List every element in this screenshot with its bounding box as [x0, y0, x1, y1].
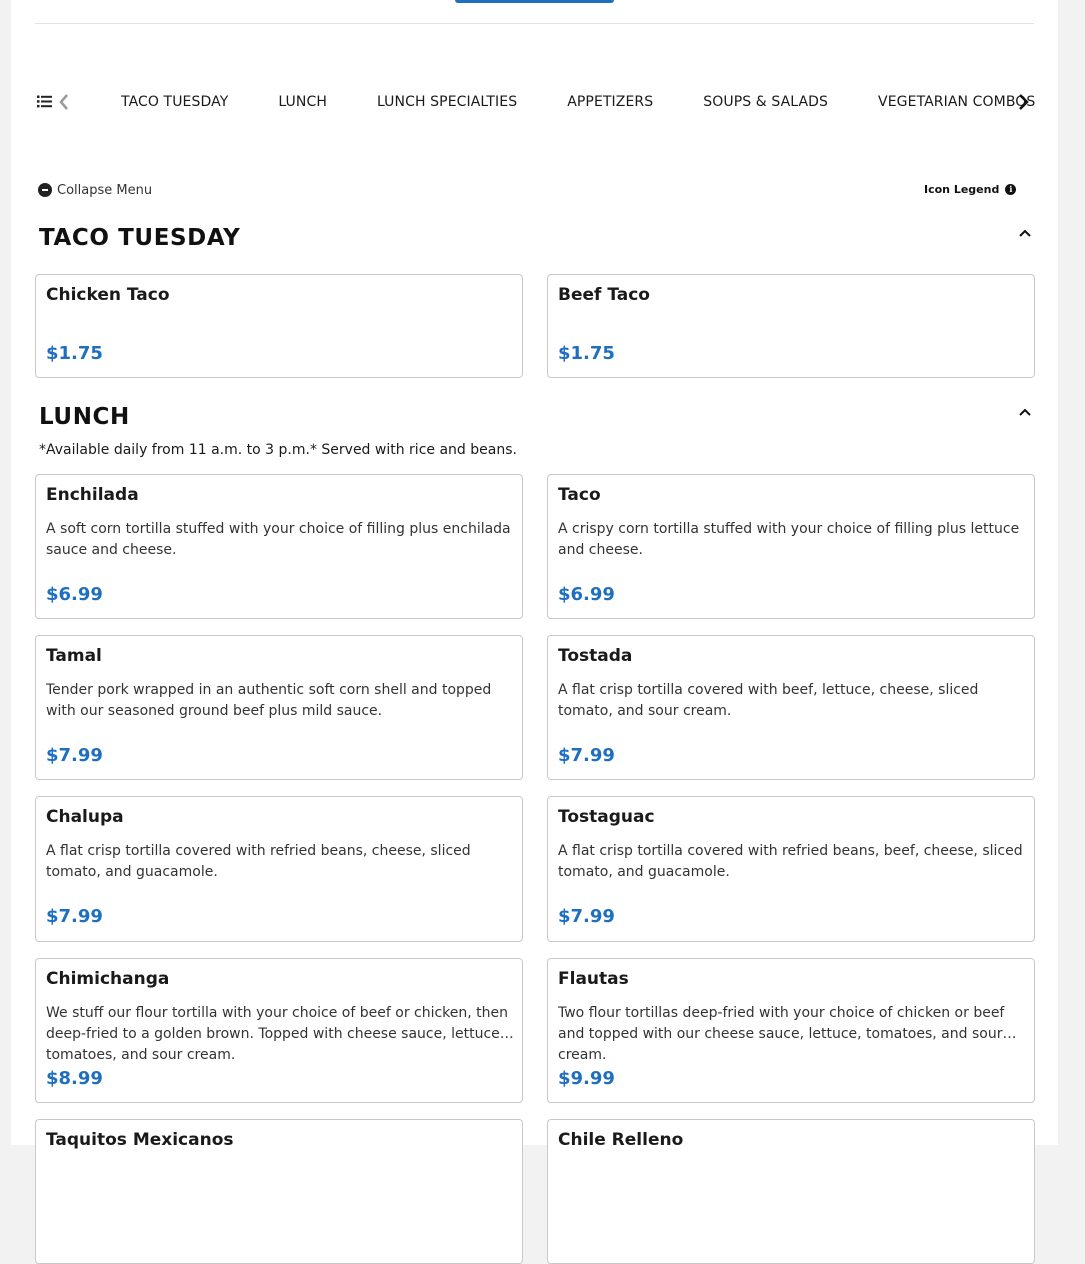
menu-item-description: A crispy corn tortilla stuffed with your choice of filling plus lettuce and cheese. [558, 521, 1020, 558]
chevron-up-icon[interactable] [1018, 407, 1032, 417]
menu-item-description: We stuff our flour tortilla with your choice of beef or chicken, then deep-fried to a golden brown. Topped with cheese sauce, lettuce, tomatoes, and sour cream. [46, 1005, 509, 1063]
menu-item-name: Beef Taco [558, 285, 650, 305]
menu-item-price: $9.99 [558, 1068, 615, 1089]
menu-item-description: A flat crisp tortilla covered with refried beans, cheese, sliced tomato, and guacamole. [46, 843, 471, 880]
menu-item-name: Chalupa [46, 807, 124, 827]
menu-item-price: $6.99 [46, 584, 103, 605]
menu-item-description: A flat crisp tortilla covered with refried beans, beef, cheese, sliced tomato, and guacamole. [558, 843, 1023, 880]
tab-lunch[interactable]: LUNCH [278, 94, 327, 110]
header-divider [35, 23, 1034, 24]
section-description: *Available daily from 11 a.m. to 3 p.m.* Served with rice and beans. [39, 442, 517, 458]
menu-item-price: $7.99 [558, 906, 615, 927]
section-title-lunch: LUNCH [39, 404, 130, 430]
chevron-right-icon[interactable] [1016, 93, 1030, 111]
menu-item-price: $1.75 [558, 343, 615, 364]
menu-item-name: Enchilada [46, 485, 139, 505]
chevron-up-icon[interactable] [1018, 228, 1032, 238]
menu-item-name: Chile Relleno [558, 1130, 684, 1150]
menu-page [11, 0, 1058, 1150]
tab-lunch-specialties[interactable]: LUNCH SPECIALTIES [376, 94, 518, 110]
tab-appetizers[interactable]: APPETIZERS [567, 94, 654, 110]
menu-item-name: Chicken Taco [46, 285, 170, 305]
tab-taco-tuesday[interactable]: TACO TUESDAY [121, 94, 229, 110]
menu-item-description: A flat crisp tortilla covered with beef, lettuce, cheese, sliced tomato, and sour cream. [558, 682, 979, 719]
menu-item-card[interactable] [547, 274, 1035, 378]
menu-item-price: $8.99 [46, 1068, 103, 1089]
menu-item-name: Chimichanga [46, 969, 170, 989]
collapse-menu-button[interactable] [38, 181, 152, 199]
menu-item-card[interactable] [35, 635, 523, 780]
info-icon: i [1005, 184, 1016, 195]
list-icon[interactable] [37, 95, 52, 108]
menu-item-name: Tostada [558, 646, 633, 666]
tab-soups-salads[interactable]: SOUPS & SALADS [703, 94, 829, 110]
menu-item-card[interactable] [35, 796, 523, 942]
menu-item-description: Two flour tortillas deep-fried with your choice of chicken or beef and topped with our cheese sauce, lettuce, tomatoes, and sour cream. [558, 1005, 1005, 1063]
menu-item-card[interactable] [547, 796, 1035, 942]
menu-item-name: Flautas [558, 969, 629, 989]
menu-item-card[interactable] [547, 635, 1035, 780]
menu-item-card[interactable] [35, 274, 523, 378]
menu-item-card[interactable] [547, 1119, 1035, 1264]
menu-item-description: Tender pork wrapped in an authentic soft corn shell and topped with our seasoned ground beef plus mild sauce. [46, 682, 492, 719]
menu-item-price: $7.99 [558, 745, 615, 766]
menu-item-card[interactable] [547, 958, 1035, 1103]
section-title-taco-tuesday: TACO TUESDAY [39, 225, 241, 251]
menu-item-name: Tostaguac [558, 807, 655, 827]
top-action-button[interactable] [455, 0, 614, 3]
category-tabs [121, 84, 1036, 120]
menu-item-name: Taquitos Mexicanos [46, 1130, 234, 1150]
menu-item-name: Tamal [46, 646, 102, 666]
chevron-left-icon[interactable] [58, 93, 70, 111]
collapse-menu-label: Collapse Menu [57, 182, 153, 198]
icon-legend-label: Icon Legend [924, 182, 1000, 196]
menu-item-card[interactable] [35, 474, 523, 619]
category-nav [35, 84, 1035, 120]
menu-item-price: $7.99 [46, 745, 103, 766]
menu-item-price: $1.75 [46, 343, 103, 364]
menu-item-card[interactable] [547, 474, 1035, 619]
menu-item-card[interactable] [35, 958, 523, 1103]
menu-item-name: Taco [558, 485, 601, 505]
icon-legend-button[interactable] [924, 181, 1016, 197]
tab-vegetarian-combos[interactable]: VEGETARIAN COMBOS [878, 94, 1036, 110]
menu-item-price: $7.99 [46, 906, 103, 927]
menu-item-price: $6.99 [558, 584, 615, 605]
menu-item-description: A soft corn tortilla stuffed with your choice of filling plus enchilada sauce and cheese. [46, 521, 511, 558]
minus-circle-icon [38, 183, 52, 197]
menu-item-card[interactable] [35, 1119, 523, 1264]
